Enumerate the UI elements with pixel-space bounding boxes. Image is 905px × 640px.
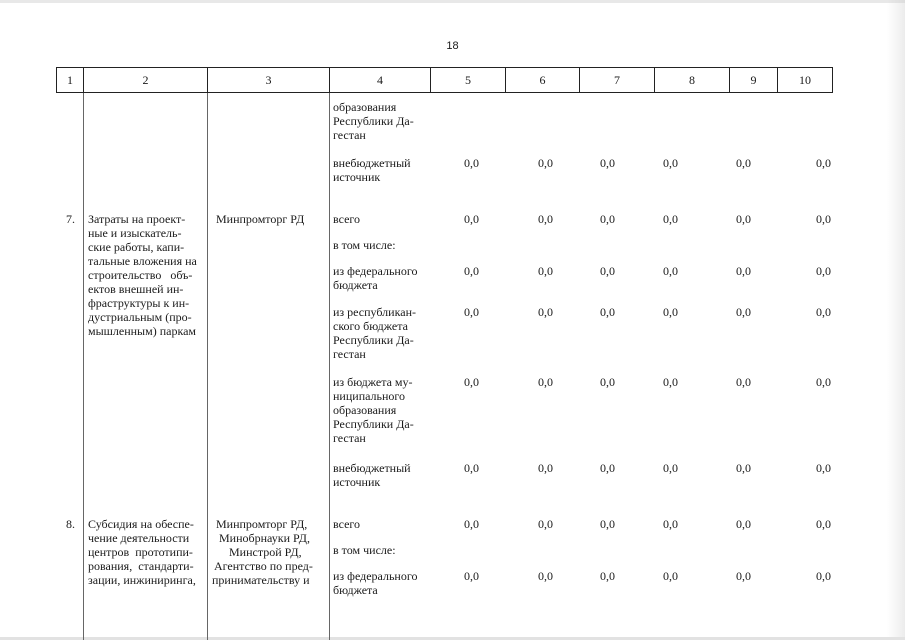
source-line: всего: [333, 517, 361, 531]
item-name-line: ские работы, капи-: [88, 240, 185, 254]
scan-artifact-edge: [887, 0, 905, 640]
item-name-line: центров прототипи-: [88, 545, 193, 559]
value-col-6: 0,0: [538, 461, 553, 475]
value-col-9: 0,0: [736, 461, 751, 475]
value-col-9: 0,0: [736, 569, 751, 583]
value-col-6: 0,0: [538, 517, 553, 531]
value-col-8: 0,0: [663, 212, 678, 226]
source-line: образования: [333, 403, 397, 417]
value-col-9: 0,0: [736, 264, 751, 278]
value-col-5: 0,0: [464, 517, 479, 531]
source-line: из федерального: [333, 569, 418, 583]
source-line: Республики Да-: [333, 333, 414, 347]
value-col-7: 0,0: [600, 461, 615, 475]
executor-line: принимательству и: [212, 573, 310, 587]
value-col-8: 0,0: [663, 517, 678, 531]
value-col-5: 0,0: [464, 212, 479, 226]
value-col-6: 0,0: [538, 156, 553, 170]
source-line: внебюджетный: [333, 156, 411, 170]
source-line: образования: [333, 100, 397, 114]
item-name-line: ные и изыскатель-: [88, 226, 182, 240]
value-col-9: 0,0: [736, 375, 751, 389]
value-col-5: 0,0: [464, 569, 479, 583]
source-line: бюджета: [333, 278, 378, 292]
source-line: из федерального: [333, 264, 418, 278]
value-col-8: 0,0: [663, 569, 678, 583]
executor-line: Минстрой РД,: [229, 545, 302, 559]
source-line: в том числе:: [333, 238, 396, 252]
value-col-7: 0,0: [600, 569, 615, 583]
value-col-10: 0,0: [816, 156, 831, 170]
item-name-line: строительство объ-: [88, 268, 193, 282]
value-col-10: 0,0: [816, 569, 831, 583]
source-line: ниципального: [333, 389, 406, 403]
header-col-5: 5: [431, 68, 506, 92]
value-col-10: 0,0: [816, 375, 831, 389]
item-name-line: ектов внешней ин-: [88, 282, 184, 296]
source-line: Республики Да-: [333, 417, 414, 431]
value-col-9: 0,0: [736, 212, 751, 226]
source-line: из бюджета му-: [333, 375, 413, 389]
source-line: из республикан-: [333, 305, 416, 319]
item-name-line: дустриальным (про-: [88, 310, 192, 324]
header-col-2: 2: [84, 68, 208, 92]
value-col-8: 0,0: [663, 375, 678, 389]
source-line: гестан: [333, 347, 366, 361]
value-col-6: 0,0: [538, 305, 553, 319]
executor: Минпромторг РД: [216, 212, 305, 226]
value-col-7: 0,0: [600, 156, 615, 170]
column-divider: [83, 93, 84, 640]
header-col-3: 3: [208, 68, 330, 92]
source-line: всего: [333, 212, 361, 226]
header-col-9: 9: [730, 68, 778, 92]
item-name-line: тальные вложения на: [88, 254, 197, 268]
page-number: 18: [446, 40, 459, 52]
value-col-8: 0,0: [663, 264, 678, 278]
header-col-8: 8: [655, 68, 730, 92]
item-name-line: фраструктуры к ин-: [88, 296, 190, 310]
value-col-7: 0,0: [600, 375, 615, 389]
value-col-6: 0,0: [538, 375, 553, 389]
row-number: 7.: [66, 212, 75, 226]
executor-line: Минпромторг РД,: [216, 517, 308, 531]
source-line: источник: [333, 170, 381, 184]
value-col-9: 0,0: [736, 305, 751, 319]
item-name-line: Затраты на проект-: [88, 212, 186, 226]
value-col-7: 0,0: [600, 305, 615, 319]
scan-artifact-top: [0, 0, 905, 3]
source-line: гестан: [333, 431, 366, 445]
item-name-line: мышленным) паркам: [88, 324, 197, 338]
value-col-5: 0,0: [464, 264, 479, 278]
value-col-5: 0,0: [464, 375, 479, 389]
item-name-line: чение деятельности: [88, 531, 190, 545]
executor-line: Минобрнауки РД,: [219, 531, 310, 545]
value-col-7: 0,0: [600, 264, 615, 278]
value-col-5: 0,0: [464, 461, 479, 475]
column-divider: [329, 93, 330, 640]
item-name-line: рования, стандарти-: [88, 559, 194, 573]
value-col-6: 0,0: [538, 264, 553, 278]
value-col-10: 0,0: [816, 264, 831, 278]
value-col-5: 0,0: [464, 156, 479, 170]
source-line: Республики Да-: [333, 114, 414, 128]
value-col-8: 0,0: [663, 305, 678, 319]
header-col-4: 4: [330, 68, 431, 92]
value-col-7: 0,0: [600, 517, 615, 531]
value-col-10: 0,0: [816, 517, 831, 531]
header-col-1: 1: [57, 68, 84, 92]
item-name-line: зации, инжиниринга,: [88, 573, 196, 587]
source-line: источник: [333, 475, 381, 489]
source-line: гестан: [333, 128, 366, 142]
header-col-6: 6: [506, 68, 580, 92]
item-name-line: Субсидия на обеспе-: [88, 517, 194, 531]
value-col-7: 0,0: [600, 212, 615, 226]
row-number: 8.: [66, 517, 75, 531]
value-col-10: 0,0: [816, 305, 831, 319]
column-divider: [207, 93, 208, 640]
source-line: бюджета: [333, 583, 378, 597]
header-col-7: 7: [580, 68, 655, 92]
value-col-6: 0,0: [538, 212, 553, 226]
table-header: [56, 67, 833, 93]
source-line: ского бюджета: [333, 319, 408, 333]
source-line: внебюджетный: [333, 461, 411, 475]
value-col-10: 0,0: [816, 212, 831, 226]
executor-line: Агентство по пред-: [214, 559, 313, 573]
header-col-10: 10: [799, 73, 811, 87]
value-col-8: 0,0: [663, 461, 678, 475]
value-col-9: 0,0: [736, 517, 751, 531]
value-col-5: 0,0: [464, 305, 479, 319]
value-col-10: 0,0: [816, 461, 831, 475]
value-col-6: 0,0: [538, 569, 553, 583]
source-line: в том числе:: [333, 543, 396, 557]
value-col-9: 0,0: [736, 156, 751, 170]
value-col-8: 0,0: [663, 156, 678, 170]
